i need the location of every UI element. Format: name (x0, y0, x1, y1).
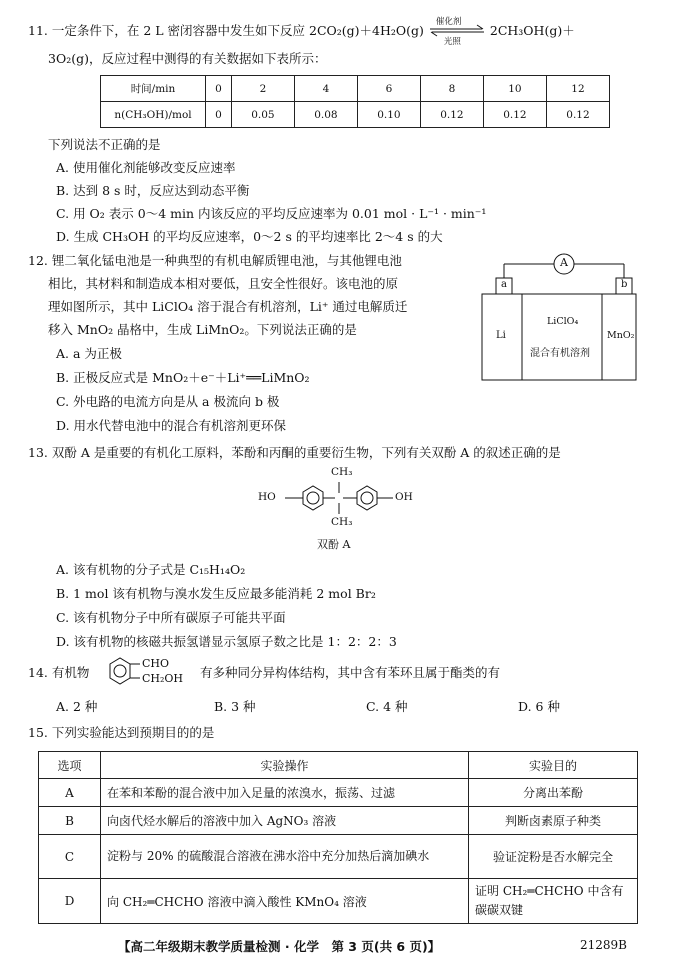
terminal-b-label: b (621, 279, 628, 290)
q13-option-b: B. 1 mol 该有机物与溴水发生反应最多能消耗 2 mol Br₂ (56, 586, 376, 601)
page-footer-code: 21289B (580, 938, 627, 952)
table-cell: 0.08 (294, 102, 357, 128)
header-goal: 实验目的 (469, 752, 638, 779)
structure-caption: 双酚 A (317, 538, 351, 551)
q13-option-d: D. 该有机物的核磁共振氢谱显示氢原子数之比是 1：2：2：3 (56, 634, 397, 649)
row-option: A (39, 779, 101, 807)
table-cell: 0.05 (231, 102, 294, 128)
q13-option-c: C. 该有机物分子中所有碳原子可能共平面 (56, 610, 286, 625)
q13-option-a: A. 该有机物的分子式是 C₁₅H₁₄O₂ (56, 562, 246, 577)
row-option: C (39, 835, 101, 879)
q12-stem-1: 12. 锂二氧化锰电池是一种典型的有机电解质锂电池，与其他锂电池 (28, 253, 402, 268)
q11-stem1-tail: 2CH₃OH(g)＋ (489, 23, 575, 38)
table-cell: 0 (206, 76, 232, 102)
arrow-top-label: 催化剂 (435, 17, 462, 27)
q14-suffix: 有多种同分异构体结构，其中含有苯环且属于酯类的有 (200, 665, 501, 680)
table-cell: 6 (357, 76, 420, 102)
table-cell: 4 (294, 76, 357, 102)
table-cell: 10 (483, 76, 546, 102)
q14-option-b: B. 3 种 (214, 699, 256, 714)
arrow-bottom-label: 光照 (443, 37, 461, 47)
hydroxymethyl-group: CH₂OH (142, 672, 184, 685)
table-row (39, 779, 638, 807)
q12-option-a: A. a 为正极 (56, 346, 122, 361)
electrolyte-label-1: LiClO₄ (547, 316, 579, 327)
q14-option-d: D. 6 种 (518, 699, 560, 714)
row-goal: 证明 CH₂═CHCHO 中含有碳碳双键 (469, 879, 638, 924)
terminal-a-label: a (501, 279, 507, 290)
table-row (101, 102, 610, 128)
bisphenol-a-structure (255, 462, 425, 552)
benzene-ring-icon (100, 654, 144, 694)
row-operation: 向卤代烃水解后的溶液中加入 AgNO₃ 溶液 (101, 807, 469, 835)
header-option: 选项 (39, 752, 101, 779)
row-goal: 判断卤素原子种类 (469, 807, 638, 835)
table-cell: 8 (420, 76, 483, 102)
q14-option-a: A. 2 种 (56, 699, 98, 714)
q13-stem: 13. 双酚 A 是重要的有机化工原料，苯酚和丙酮的重要衍生物，下列有关双酚 A 的叙述正确的是 (28, 445, 561, 460)
table-row (39, 879, 638, 924)
q15-experiment-table (38, 751, 638, 924)
aldehyde-group: CHO (142, 657, 170, 670)
table-cell: 0.12 (546, 102, 609, 128)
q12-stem-3: 理如图所示，其中 LiClO₄ 溶于混合有机溶剂，Li⁺ 通过电解质迁 (48, 299, 408, 314)
q12-option-d: D. 用水代替电池中的混合有机溶剂更环保 (56, 418, 287, 433)
reversible-arrow (428, 17, 486, 47)
page-footer-title: 【高二年级期末教学质量检测 · 化学 第 3 页(共 6 页)】 (118, 939, 441, 954)
q12-option-b: B. 正极反应式是 MnO₂＋e⁻＋Li⁺══LiMnO₂ (56, 370, 310, 385)
table-cell: 12 (546, 76, 609, 102)
q12-stem-2: 相比，其材料和制造成本相对要低，且安全性很好。该电池的原 (48, 276, 399, 291)
ammeter-label: A (560, 256, 568, 269)
table-cell: 0 (206, 102, 232, 128)
row-operation: 淀粉与 20% 的硫酸混合溶液在沸水浴中充分加热后滴加碘水 (101, 835, 469, 879)
table-cell: 2 (231, 76, 294, 102)
methyl-bottom: CH₃ (331, 516, 353, 528)
table-cell: 时间/min (101, 76, 206, 102)
q11-stem1: 11. 一定条件下，在 2 L 密闭容器中发生如下反应 2CO₂(g)＋4H₂O(g) (28, 23, 424, 38)
q14-prefix: 14. 有机物 (28, 665, 90, 680)
q11-stem-line2: 3O₂(g)，反应过程中测得的有关数据如下表所示： (48, 51, 327, 66)
row-option: D (39, 879, 101, 924)
table-cell: 0.12 (483, 102, 546, 128)
row-option: B (39, 807, 101, 835)
mno2-electrode-label: MnO₂ (607, 330, 635, 341)
q12-option-c: C. 外电路的电流方向是从 a 极流向 b 极 (56, 394, 280, 409)
hydroxyl-left: HO (258, 491, 276, 503)
electrolyte-label-2: 混合有机溶剂 (530, 348, 590, 359)
q11-option-a: A. 使用催化剂能够改变反应速率 (56, 160, 236, 175)
q11-option-c: C. 用 O₂ 表示 0～4 min 内该反应的平均反应速率为 0.01 mol · L⁻¹ · min⁻¹ (56, 206, 487, 221)
battery-diagram (478, 248, 640, 383)
row-goal: 分离出苯酚 (469, 779, 638, 807)
row-operation: 在苯和苯酚的混合液中加入足量的浓溴水，振荡、过滤 (101, 779, 469, 807)
li-electrode-label: Li (496, 330, 506, 341)
table-row (39, 807, 638, 835)
q14-option-c: C. 4 种 (366, 699, 408, 714)
q12-stem-4: 移入 MnO₂ 晶格中，生成 LiMnO₂。下列说法正确的是 (48, 322, 357, 337)
table-row (39, 835, 638, 879)
table-cell: 0.10 (357, 102, 420, 128)
q11-data-table (100, 75, 610, 128)
q11-option-d: D. 生成 CH₃OH 的平均反应速率，0～2 s 的平均速率比 2～4 s 的大 (56, 229, 443, 244)
q11-stem-line1 (28, 17, 575, 47)
q14-structure (100, 654, 200, 694)
q11-option-b: B. 达到 8 s 时，反应达到动态平衡 (56, 183, 250, 198)
hydroxyl-right: OH (395, 491, 413, 503)
q15-stem: 15. 下列实验能达到预期目的的是 (28, 725, 215, 740)
table-header-row (39, 752, 638, 779)
q11-question: 下列说法不正确的是 (48, 137, 161, 152)
row-goal: 验证淀粉是否水解完全 (469, 835, 638, 879)
table-row (101, 76, 610, 102)
table-cell: n(CH₃OH)/mol (101, 102, 206, 128)
table-cell: 0.12 (420, 102, 483, 128)
header-operation: 实验操作 (101, 752, 469, 779)
methyl-top: CH₃ (331, 466, 353, 478)
row-operation: 向 CH₂═CHCHO 溶液中滴入酸性 KMnO₄ 溶液 (101, 879, 469, 924)
